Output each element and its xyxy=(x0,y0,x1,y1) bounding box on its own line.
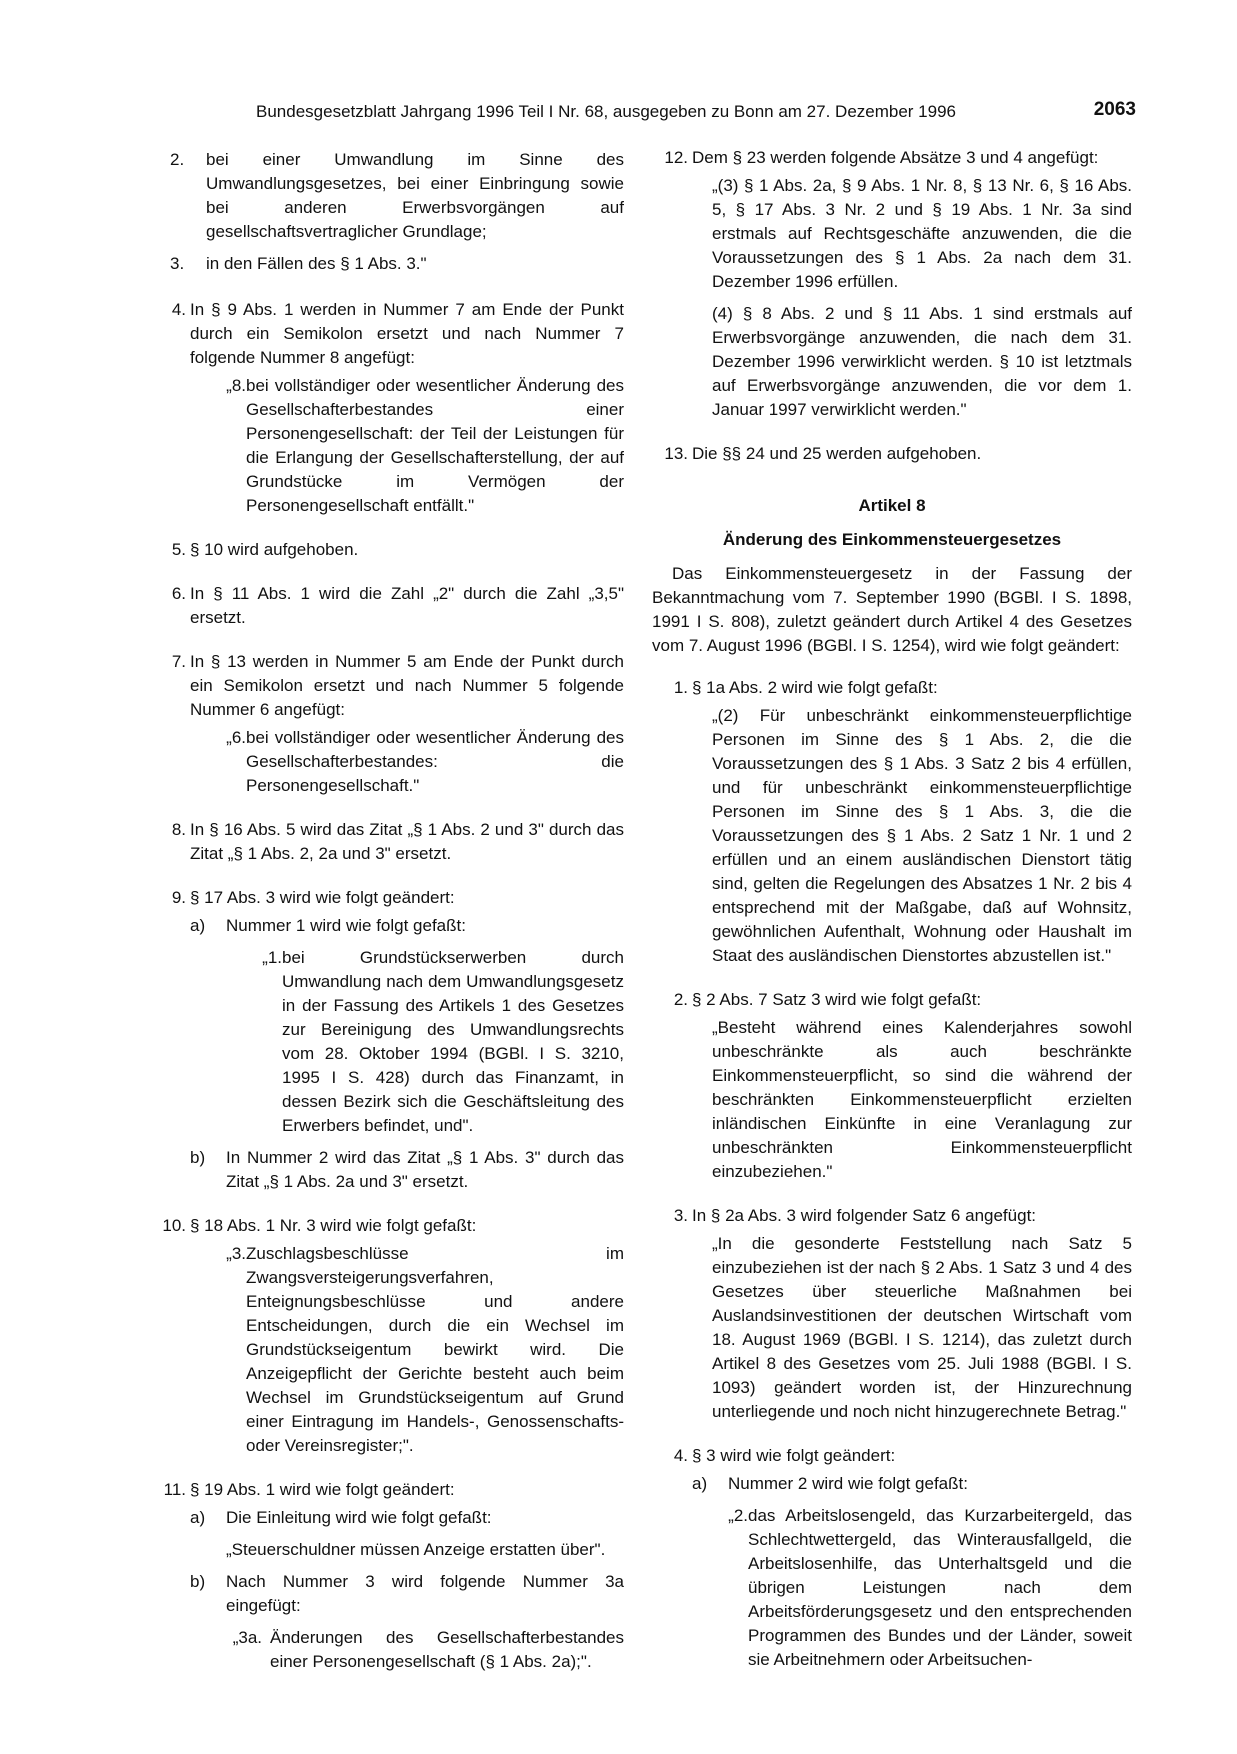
quoted-paragraph: „In die gesonderte Feststellung nach Satz 5 einzubeziehen ist der nach § 2 Abs. 1 Satz 3 und 4 des Gesetzes über steuerliche Maßnahmen bei Auslandsinvestitionen der deutschen Wirtschaft vom 18. August 1969 (BGBl. I S. 1214), das zuletzt durch Artikel 8 des Gesetzes vom 25. Juli 1988 (BGBl. I S. 1093) geändert worden ist, der Hinzurechnung unterliegende und noch nicht hinzugerechnete Betrag." xyxy=(712,1234,1132,1421)
section-item-11: 11. § 19 Abs. 1 wird wie folgt geändert: a) Die Einleitung wird wie folgt gefaßt: „Steuerschuldner müssen Anzeige erstatten über". b) Nach Nummer 3 wird folgende Nummer 3a eingefügt: „3a. Änderungen des Gesellschafterbestandes einer Personengesellschaft (§ 1 Abs. 2a);". xyxy=(150,1478,624,1674)
section-text: Dem § 23 werden folgende Absätze 3 und 4 angefügt: xyxy=(692,148,1099,167)
section-text: § 19 Abs. 1 wird wie folgt geändert: xyxy=(190,1480,455,1499)
article-heading: Artikel 8 xyxy=(858,496,926,515)
section-text: § 10 wird aufgehoben. xyxy=(190,540,359,559)
section-item-12: 12. Dem § 23 werden folgende Absätze 3 und 4 angefügt: „(3) § 1 Abs. 2a, § 9 Abs. 1 Nr. 8, § 13 Nr. 6, § 16 Abs. 5, § 17 Abs. 3 Nr. 2 und § 19 Abs. 1 Nr. 3a sind erstmals auf Rechtsgeschäfte anzuwenden, die die Voraussetzungen des § 1 Abs. 2a nach dem 31. Dezember 1996 erfüllen. (4) § 8 Abs. 2 und § 11 Abs. 1 sind erstmals auf Erwerbsvorgänge anzuwenden, die nach dem 31. Dezember 1996 verwirklicht werden. § 10 ist letztmals auf Erwerbsvorgänge anzuwenden, die vor dem 1. Januar 1997 verwirklicht werden." xyxy=(652,146,1132,422)
section-text: § 17 Abs. 3 wird wie folgt geändert: xyxy=(190,888,455,907)
section-item-9: 9. § 17 Abs. 3 wird wie folgt geändert: a) Nummer 1 wird wie folgt gefaßt: „1. bei Grundstückserwerben durch Umwandlung nach dem Umwandlungsgesetz in der Fassung des Artikels 1 des Gesetzes zur Bereinigung des Umwandlungsrechts vom 28. Oktober 1994 (BGBl. I S. 3210, 1995 I S. 428) durch das Finanzamt, in dessen Bezirk sich die Geschäftsleitung des Erwerbers befindet, und". b) In Nummer 2 wird das Zitat „§ 1 Abs. 3" durch das Zitat „§ 1 Abs. 2a und 3" ersetzt. xyxy=(150,886,624,1194)
quoted-item: „6. bei vollständiger oder wesentlicher Änderung des Gesellschafterbestandes: die Personengesellschaft." xyxy=(226,728,624,795)
section-item-6: 6. In § 11 Abs. 1 wird die Zahl „2" durch die Zahl „3,5" ersetzt. xyxy=(150,582,624,630)
section-text: § 3 wird wie folgt geändert: xyxy=(692,1446,896,1465)
section-item-1: 1. § 1a Abs. 2 wird wie folgt gefaßt: „(2) Für unbeschränkt einkommensteuerpflichtige Personen im Sinne des § 1 Abs. 2, die die Voraussetzungen des § 1 Abs. 3 Satz 2 bis 4 erfüllen, und für unbeschränkt einkommensteuerpflichtige Personen im Sinne des § 1 Abs. 3, die die Voraussetzungen des § 1 Abs. 2 Satz 1 Nr. 1 und 2 erfüllen und an einem ausländischen Dienstort tätig sind, gelten die Regelungen des Absatzes 1 Nr. 2 bis 4 entsprechend mit der Maßgabe, daß auf Wohnsitz, gewöhnlichen Aufenthalt, Wohnung oder Haushalt im Staat des ausländischen Dienstortes abzustellen ist." xyxy=(652,676,1132,968)
section-text: In § 9 Abs. 1 werden in Nummer 7 am Ende der Punkt durch ein Semikolon ersetzt und nach Nummer 7 folgende Nummer 8 angefügt: xyxy=(190,300,624,367)
quoted-item: „2. das Arbeitslosengeld, das Kurzarbeitergeld, das Schlechtwettergeld, das Winterausfallgeld, die Arbeitslosenhilfe, das Unterhaltsgeld und die übrigen Leistungen nach dem Arbeitsförderungsgesetz und den entsprechenden Programmen des Bundes und der Länder, soweit sie Arbeitnehmern oder Arbeitsuchen- xyxy=(728,1506,1132,1669)
sub-item-b: b) In Nummer 2 wird das Zitat „§ 1 Abs. 3" durch das Zitat „§ 1 Abs. 2a und 3" ersetzt. xyxy=(190,1148,624,1191)
list-item: 3. in den Fällen des § 1 Abs. 3." xyxy=(170,254,427,273)
quoted-item: „1. bei Grundstückserwerben durch Umwandlung nach dem Umwandlungsgesetz in der Fassung des Artikels 1 des Gesetzes zur Bereinigung des Umwandlungsrechts vom 28. Oktober 1994 (BGBl. I S. 3210, 1995 I S. 428) durch das Finanzamt, in dessen Bezirk sich die Geschäftsleitung des Erwerbers befindet, und". xyxy=(262,948,624,1135)
section-item-4: 4. § 3 wird wie folgt geändert: a) Nummer 2 wird wie folgt gefaßt: „2. das Arbeitslosengeld, das Kurzarbeitergeld, das Schlechtwettergeld, das Winterausfallgeld, die Arbeitslosenhilfe, das Unterhaltsgeld und die übrigen Leistungen nach dem Arbeitsförderungsgesetz und den entsprechenden Programmen des Bundes und der Länder, soweit sie Arbeitnehmern oder Arbeitsuchen- xyxy=(652,1444,1132,1672)
sub-item-b: b) Nach Nummer 3 wird folgende Nummer 3a eingefügt: xyxy=(190,1572,624,1615)
sub-item-a: a) Nummer 1 wird wie folgt gefaßt: xyxy=(190,916,466,935)
article-title: Änderung des Einkommensteuergesetzes xyxy=(722,530,1062,549)
quoted-item: „3a. Änderungen des Gesellschafterbestandes einer Personengesellschaft (§ 1 Abs. 2a);". xyxy=(232,1628,624,1671)
section-item-13: 13. Die §§ 24 und 25 werden aufgehoben. xyxy=(652,442,1132,466)
section-item-4: 4. In § 9 Abs. 1 werden in Nummer 7 am Ende der Punkt durch ein Semikolon ersetzt und nach Nummer 7 folgende Nummer 8 angefügt: „8. bei vollständiger oder wesentlicher Änderung des Gesellschafterbestandes einer Personengesellschaft: der Teil der Leistungen für die Erlangung der Gesellschafterstellung, der auf Grundstücke im Vermögen der Personengesellschaft entfällt." xyxy=(150,298,624,518)
section-text: Die §§ 24 und 25 werden aufgehoben. xyxy=(692,444,982,463)
section-text: In § 2a Abs. 3 wird folgender Satz 6 angefügt: xyxy=(692,1206,1037,1225)
quoted-paragraph: „(3) § 1 Abs. 2a, § 9 Abs. 1 Nr. 8, § 13 Nr. 6, § 16 Abs. 5, § 17 Abs. 3 Nr. 2 und § 19 Abs. 1 Nr. 3a sind erstmals auf Rechtsgeschäfte anzuwenden, die die Voraussetzungen des § 1 Abs. 2a nach dem 31. Dezember 1996 erfüllen. xyxy=(712,176,1132,291)
sub-item-a: a) Nummer 2 wird wie folgt gefaßt: xyxy=(692,1474,968,1493)
quoted-item: „3. Zuschlagsbeschlüsse im Zwangsversteigerungsverfahren, Enteignungsbeschlüsse und andere Entscheidungen, durch die ein Wechsel im Grundstückseigentum bewirkt wird. Die Anzeigepflicht der Gerichte besteht auch beim Wechsel im Grundstückseigentum auf Grund einer Eintragung im Handels-, Genossenschafts- oder Vereinsregister;". xyxy=(226,1244,624,1455)
section-item-5: 5. § 10 wird aufgehoben. xyxy=(150,538,624,562)
list-item-text: in den Fällen des § 1 Abs. 3." xyxy=(206,254,427,273)
section-item-3: 3. In § 2a Abs. 3 wird folgender Satz 6 angefügt: „In die gesonderte Feststellung nach Satz 5 einzubeziehen ist der nach § 2 Abs. 1 Satz 3 und 4 des Gesetzes über steuerliche Maßnahmen bei Auslandsinvestitionen der deutschen Wirtschaft vom 18. August 1969 (BGBl. I S. 1214), das zuletzt durch Artikel 8 des Gesetzes vom 25. Juli 1988 (BGBl. I S. 1093) geändert worden ist, der Hinzurechnung unterliegende und noch nicht hinzugerechnete Betrag." xyxy=(652,1204,1132,1424)
page-number: 2063 xyxy=(1093,99,1136,120)
section-item-8: 8. In § 16 Abs. 5 wird das Zitat „§ 1 Abs. 2 und 3" durch das Zitat „§ 1 Abs. 2, 2a und 3" ersetzt. xyxy=(150,818,624,866)
section-item-7: 7. In § 13 werden in Nummer 5 am Ende der Punkt durch ein Semikolon ersetzt und nach Nummer 5 folgende Nummer 6 angefügt: „6. bei vollständiger oder wesentlicher Änderung des Gesellschafterbestandes: die Personengesellschaft." xyxy=(150,650,624,798)
quoted-text: „Steuerschuldner müssen Anzeige erstatten über". xyxy=(226,1540,606,1559)
header-text: Bundesgesetzblatt Jahrgang 1996 Teil I Nr. 68, ausgegeben zu Bonn am 27. Dezember 1996 xyxy=(256,102,956,121)
quoted-paragraph: „(2) Für unbeschränkt einkommensteuerpflichtige Personen im Sinne des § 1 Abs. 2, die die Voraussetzungen des § 1 Abs. 3 Satz 2 bis 4 erfüllen, und für unbeschränkt einkommensteuerpflichtige Personen im Sinne des § 1 Abs. 3, die die Voraussetzungen des § 1 Abs. 2 Satz 1 Nr. 1 und 2 erfüllen und an einem ausländischen Dienstort tätig sind, gelten die Regelungen des Absatzes 1 Nr. 2 bis 4 entsprechend mit der Maßgabe, daß auf Wohnsitz, gewöhnlichen Aufenthalt, Wohnung oder Haushalt im Staat des ausländischen Dienstortes abzustellen ist." xyxy=(712,706,1132,965)
list-item: 2. bei einer Umwandlung im Sinne des Umwandlungsgesetzes, bei einer Einbringung sowie bei anderen Erwerbsvorgängen auf gesellschaftsvertraglicher Grundlage; xyxy=(170,150,624,241)
sub-item-a: a) Die Einleitung wird wie folgt gefaßt: xyxy=(190,1508,492,1527)
list-item-text: bei einer Umwandlung im Sinne des Umwandlungsgesetzes, bei einer Einbringung sowie bei anderen Erwerbsvorgängen auf gesellschaftsvertraglicher Grundlage; xyxy=(206,150,624,241)
article-intro: Das Einkommensteuergesetz in der Fassung der Bekanntmachung vom 7. September 1990 (BGBl. I S. 1898, 1991 I S. 808), zuletzt geändert durch Artikel 4 des Gesetzes vom 7. August 1996 (BGBl. I S. 1254), wird wie folgt geändert: xyxy=(652,564,1132,655)
left-column xyxy=(150,146,624,1694)
quoted-item: „8. bei vollständiger oder wesentlicher Änderung des Gesellschafterbestandes einer Personengesellschaft: der Teil der Leistungen für die Erlangung der Gesellschafterstellung, der auf Grundstücke im Vermögen der Personengesellschaft entfällt." xyxy=(226,376,624,515)
section-text: In § 11 Abs. 1 wird die Zahl „2" durch die Zahl „3,5" ersetzt. xyxy=(190,584,624,627)
section-text: § 18 Abs. 1 Nr. 3 wird wie folgt gefaßt: xyxy=(190,1216,477,1235)
section-text: In § 16 Abs. 5 wird das Zitat „§ 1 Abs. 2 und 3" durch das Zitat „§ 1 Abs. 2, 2a und 3" ersetzt. xyxy=(190,820,624,863)
right-column xyxy=(652,146,1132,1692)
section-item-2: 2. § 2 Abs. 7 Satz 3 wird wie folgt gefaßt: „Besteht während eines Kalenderjahres sowohl unbeschränkte als auch beschränkte Einkommensteuerpflicht, so sind die während der beschränkten Einkommensteuerpflicht erzielten inländischen Einkünfte in eine Veranlagung zur unbeschränkten Einkommensteuerpflicht einzubeziehen." xyxy=(652,988,1132,1184)
section-item-10: 10. § 18 Abs. 1 Nr. 3 wird wie folgt gefaßt: „3. Zuschlagsbeschlüsse im Zwangsversteigerungsverfahren, Enteignungsbeschlüsse und andere Entscheidungen, durch die ein Wechsel im Grundstückseigentum bewirkt wird. Die Anzeigepflicht der Gerichte besteht auch beim Wechsel im Grundstückseigentum auf Grund einer Eintragung im Handels-, Genossenschafts- oder Vereinsregister;". xyxy=(150,1214,624,1458)
page-header xyxy=(256,98,1136,128)
quoted-paragraph: „Besteht während eines Kalenderjahres sowohl unbeschränkte als auch beschränkte Einkommensteuerpflicht, so sind die während der beschränkten Einkommensteuerpflicht erzielten inländischen Einkünfte in eine Veranlagung zur unbeschränkten Einkommensteuerpflicht einzubeziehen." xyxy=(712,1018,1132,1181)
section-text: In § 13 werden in Nummer 5 am Ende der Punkt durch ein Semikolon ersetzt und nach Nummer 5 folgende Nummer 6 angefügt: xyxy=(190,652,624,719)
section-text: § 1a Abs. 2 wird wie folgt gefaßt: xyxy=(692,678,938,697)
quoted-paragraph: (4) § 8 Abs. 2 und § 11 Abs. 1 sind erstmals auf Erwerbsvorgänge anzuwenden, die nach dem 31. Dezember 1996 verwirklicht werden. § 10 ist letztmals auf Erwerbsvorgänge anzuwenden, die vor dem 1. Januar 1997 verwirklicht werden." xyxy=(712,304,1132,419)
section-text: § 2 Abs. 7 Satz 3 wird wie folgt gefaßt: xyxy=(692,990,982,1009)
